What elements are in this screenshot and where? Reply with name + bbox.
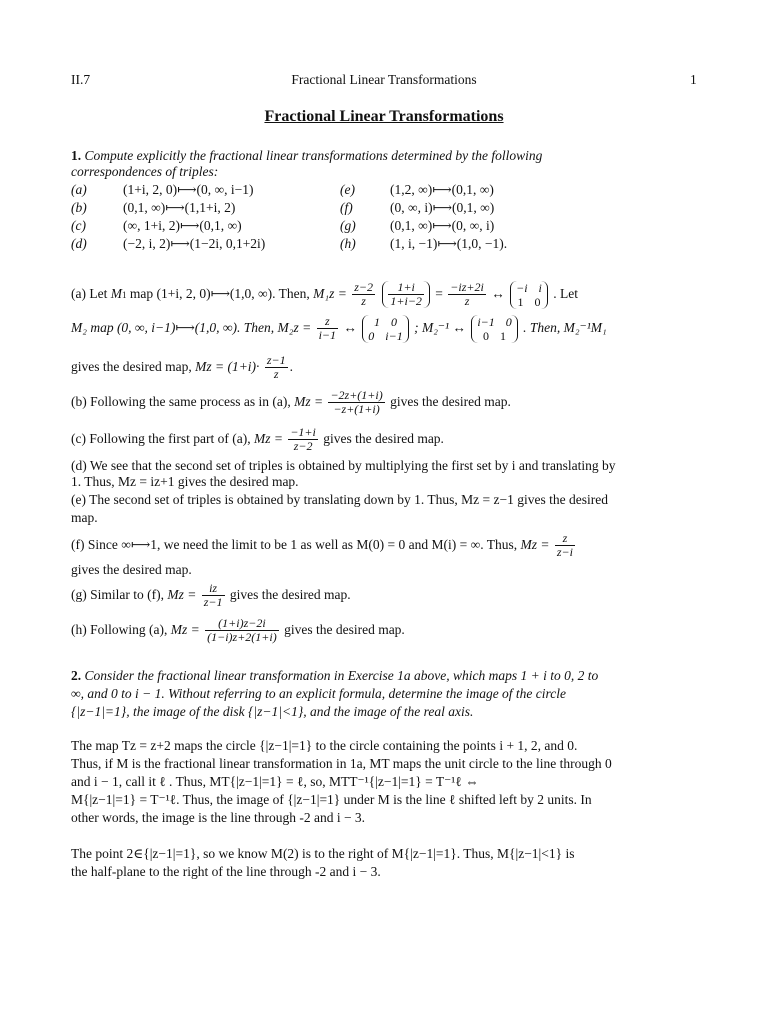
- answer-a-m-symbol: M: [110, 286, 122, 301]
- solution-para-1-line-4: M{|z−1|=1} = T⁻¹ℓ. Thus, the image of {|z−1|=1} under M is the line ℓ shifted left by 2 units. In: [71, 792, 592, 807]
- answer-a-m2-frac: $\frac{z}{i-1}$: [318, 314, 337, 343]
- q1-label-c: (c): [71, 218, 86, 233]
- q1-expr-g: (0,1, ∞)⟼(0, ∞, i): [390, 218, 495, 233]
- solution-para-1-line-3: and i − 1, call it ℓ . Thus, MT{|z−1|=1} = ℓ, so, MTT⁻¹{|z−1|=1} = T⁻¹ℓ ⇔: [71, 774, 479, 789]
- solution-para-2-line-2: the half-plane to the right of the line through -2 and i − 3.: [71, 864, 381, 879]
- answer-d-line-1: (d) We see that the second set of triples is obtained by multiplying the first set by i and translating by: [71, 458, 616, 473]
- answer-a-result-frac: $\frac{z-1}{z}$: [266, 353, 286, 382]
- q1-label-d: (d): [71, 236, 87, 251]
- answer-c: (c) Following the first part of (a), Mz = $\frac{-1+i}{z-2}$ gives the desired map.: [71, 425, 444, 454]
- header-title: Fractional Linear Transformations: [291, 72, 477, 87]
- q1-label-b: (b): [71, 200, 87, 215]
- answer-e-line-1: (e) The second set of triples is obtained by translating down by 1. Thus, Mz = z−1 gives the desired: [71, 492, 608, 507]
- answer-a-frac-3: $\frac{-iz+2i}{z}$: [450, 280, 484, 309]
- answer-f-frac: $\frac{z}{z-i}$: [556, 531, 573, 560]
- q2-line-3: {|z−1|=1}, the image of the disk {|z−1|<1}, and the image of the real axis.: [71, 704, 474, 719]
- header-section: II.7: [71, 72, 91, 87]
- answer-g: (g) Similar to (f), Mz = $\frac{iz}{z-1}$ gives the desired map.: [71, 581, 351, 610]
- q1-prompt-text: Compute explicitly the fractional linear transformations determined by the following: [84, 148, 543, 163]
- q1-expr-d: (−2, i, 2)⟼(1−2i, 0,1+2i): [123, 236, 266, 251]
- answer-a-line-3: gives the desired map, Mz = (1+i)· $\frac{z-1}{z}$ .: [71, 353, 293, 382]
- answer-a-then: . Then, M₂⁻¹M₁: [523, 320, 607, 335]
- solution-para-1-line-1: The map Tz = z+2 maps the circle {|z−1|=1} to the circle containing the points i + 1, 2, and 0.: [71, 738, 578, 753]
- answer-a-frac-1: $\frac{z-2}{z}$: [354, 280, 374, 309]
- answer-a-result-eq: Mz = (1+i)·: [195, 359, 260, 374]
- q1-expr-c: (∞, 1+i, 2)⟼(0,1, ∞): [123, 218, 242, 233]
- answer-a-line-1: (a) Let M1 map (1+i, 2, 0)⟼(1,0, ∞). Then, M₁z = $\frac{z-2}{z}$ 1+i 1+i−2 = $\frac{-iz+2i}{z}$ ↔ −i i 1 0 . Let: [71, 280, 578, 309]
- answer-a-matrix-3: i−1 0 0 1: [471, 315, 517, 343]
- page-title: Fractional Linear Transformations: [264, 108, 504, 125]
- q2-line-1: [71, 668, 701, 684]
- answer-a-m2-map: M₂ map (0, ∞, i−1)⟼(1,0, ∞). Then,: [71, 320, 275, 335]
- answer-a-matrix-1: −i i 1 0: [510, 281, 548, 309]
- answer-a-matrix-2: 1 0 0 i−1: [362, 315, 408, 343]
- answer-g-frac: $\frac{iz}{z-1}$: [203, 581, 223, 610]
- q2-line-2: ∞, and 0 to i − 1. Without referring to an explicit formula, determine the image of the circle: [71, 686, 567, 701]
- solution-para-2-line-1: The point 2∈{|z−1|=1}, so we know M(2) is to the right of M{|z−1|=1}. Thus, M{|z−1|<1} is: [71, 846, 575, 861]
- answer-c-frac: $\frac{-1+i}{z-2}$: [290, 425, 316, 454]
- answer-h: (h) Following (a), Mz = $\frac{(1+i)z-2i}{(1-i)z+2(1+i)}$ gives the desired map.: [71, 616, 405, 645]
- answer-a-map: map (1+i, 2, 0)⟼(1,0, ∞). Then,: [129, 286, 310, 301]
- answer-f-line-1: (f) Since ∞⟼1, we need the limit to be 1 as well as M(0) = 0 and M(i) = ∞. Thus, Mz = $\frac{z}{z-i}$: [71, 531, 573, 560]
- q1-label-a: (a): [71, 182, 87, 197]
- answer-e-line-2: map.: [71, 510, 98, 525]
- answer-b-frac: $\frac{-2z+(1+i)}{-z+(1+i)}$: [330, 388, 383, 417]
- answer-a-m2-eq: M₂z =: [277, 320, 312, 335]
- q1-label-g: (g): [340, 218, 356, 233]
- answer-a-lead: (a) Let: [71, 286, 108, 301]
- answer-a-paren-frac: 1+i 1+i−2: [382, 281, 430, 308]
- answer-b: (b) Following the same process as in (a), Mz = $\frac{-2z+(1+i)}{-z+(1+i)}$ gives the desired map.: [71, 388, 511, 417]
- solution-para-1-line-2: Thus, if M is the fractional linear transformation in 1a, MT maps the unit circle to the line through 0: [71, 756, 612, 771]
- q1-expr-f: (0, ∞, i)⟼(0,1, ∞): [390, 200, 495, 215]
- q1-expr-h: (1, i, −1)⟼(1,0, −1).: [390, 236, 508, 251]
- q1-prompt-2: correspondences of triples:: [71, 164, 219, 179]
- q2-number: 2.: [71, 668, 82, 683]
- answer-d-line-2: 1. Thus, Mz = iz+1 gives the desired map.: [71, 474, 299, 489]
- q1-label-f: (f): [340, 200, 353, 215]
- answer-a-inverse: ; M₂⁻¹ ↔: [414, 320, 466, 335]
- q1-label-e: (e): [340, 182, 355, 197]
- q1-expr-a: (1+i, 2, 0)⟼(0, ∞, i−1): [123, 182, 254, 197]
- q1-expr-e: (1,2, ∞)⟼(0,1, ∞): [390, 182, 494, 197]
- answer-f-line-2: gives the desired map.: [71, 562, 192, 577]
- solution-para-1-line-5: other words, the image is the line through -2 and i − 3.: [71, 810, 366, 825]
- answer-a-let: . Let: [553, 286, 578, 301]
- q1-number: 1.: [71, 148, 82, 163]
- q1-label-h: (h): [340, 236, 356, 251]
- answer-a-desired: gives the desired map,: [71, 359, 192, 374]
- header-page-number: 1: [690, 72, 697, 87]
- q2-text-1: Consider the fractional linear transformation in Exercise 1a above, which maps 1 + i to 0, 2 to: [84, 668, 599, 683]
- answer-a-line-2: M₂ map (0, ∞, i−1)⟼(1,0, ∞). Then, M₂z = $\frac{z}{i-1}$ ↔ 1 0 0 i−1 ; M₂⁻¹ ↔ i−1 0 0 1 . Then, M₂⁻¹M₁: [71, 314, 607, 343]
- q1-expr-b: (0,1, ∞)⟼(1,1+i, 2): [123, 200, 236, 215]
- answer-a-eq: M₁z =: [313, 286, 347, 301]
- q1-prompt: [71, 148, 701, 164]
- answer-h-frac: $\frac{(1+i)z-2i}{(1-i)z+2(1+i)}$: [207, 616, 277, 645]
